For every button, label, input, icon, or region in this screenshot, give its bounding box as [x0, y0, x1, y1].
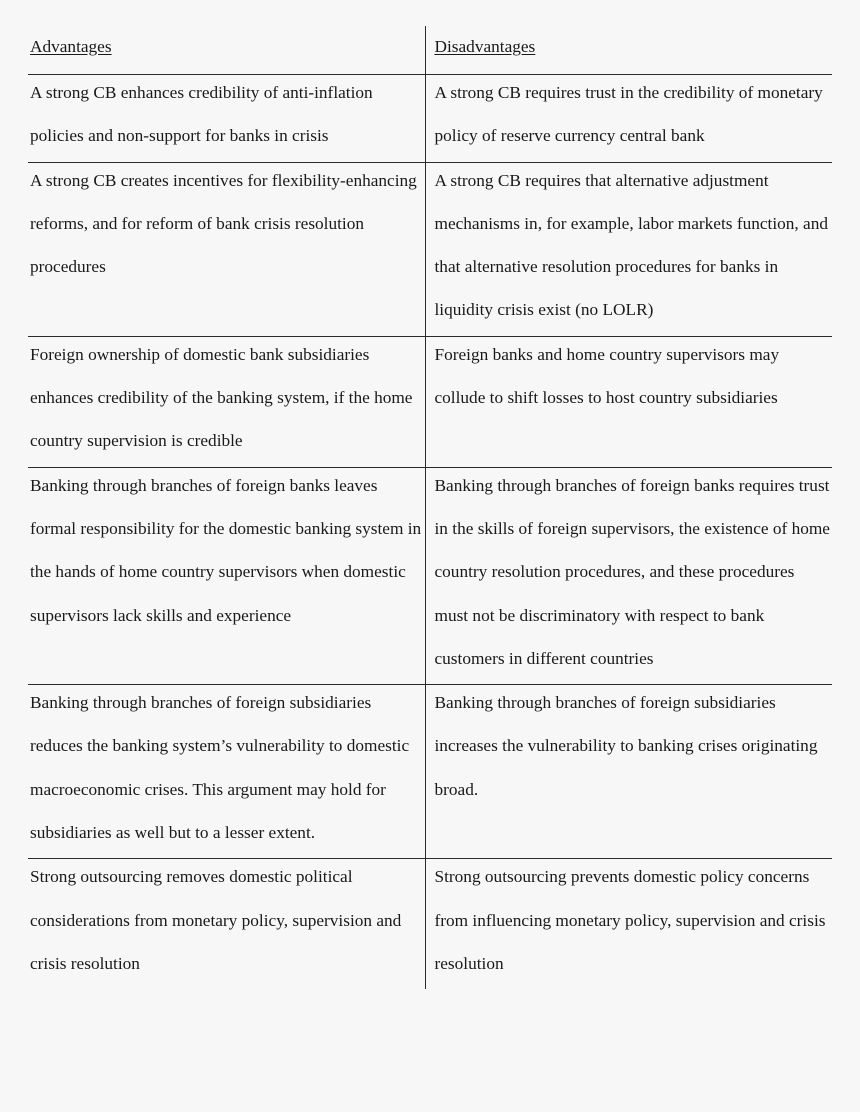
disadvantage-cell: Banking through branches of foreign subsidiaries increases the vulnerability to banking crises originating broad.	[425, 685, 832, 859]
table-row	[28, 162, 832, 336]
disadvantage-cell: Strong outsourcing prevents domestic policy concerns from influencing monetary policy, supervision and crisis resolution	[425, 859, 832, 989]
table-row	[28, 336, 832, 467]
header-disadvantages: Disadvantages	[425, 26, 832, 75]
advantage-cell: Foreign ownership of domestic bank subsidiaries enhances credibility of the banking system, if the home country supervision is credible	[28, 336, 425, 467]
disadvantage-cell: A strong CB requires that alternative adjustment mechanisms in, for example, labor markets function, and that alternative resolution procedures for banks in liquidity crisis exist (no LOLR)	[425, 162, 832, 336]
advantage-cell: A strong CB enhances credibility of anti-inflation policies and non-support for banks in crisis	[28, 75, 425, 163]
disadvantage-cell: Foreign banks and home country supervisors may collude to shift losses to host country subsidiaries	[425, 336, 832, 467]
table-row	[28, 859, 832, 989]
advantage-cell: A strong CB creates incentives for flexibility-enhancing reforms, and for reform of bank crisis resolution procedures	[28, 162, 425, 336]
advantage-cell: Strong outsourcing removes domestic political considerations from monetary policy, supervision and crisis resolution	[28, 859, 425, 989]
disadvantage-cell: Banking through branches of foreign banks requires trust in the skills of foreign supervisors, the existence of home country resolution procedures, and these procedures must not be discriminatory with respect to bank customers in different countries	[425, 467, 832, 684]
advantage-cell: Banking through branches of foreign subsidiaries reduces the banking system’s vulnerability to domestic macroeconomic crises. This argument may hold for subsidiaries as well but to a lesser extent.	[28, 685, 425, 859]
table-row	[28, 685, 832, 859]
document-page	[28, 26, 832, 989]
table-row	[28, 467, 832, 684]
header-advantages: Advantages	[30, 37, 112, 56]
table-row	[28, 75, 832, 163]
disadvantage-cell: A strong CB requires trust in the credibility of monetary policy of reserve currency central bank	[425, 75, 832, 163]
advantage-cell: Banking through branches of foreign banks leaves formal responsibility for the domestic banking system in the hands of home country supervisors when domestic supervisors lack skills and experience	[28, 467, 425, 684]
advantages-disadvantages-table	[28, 26, 832, 989]
table-header-row	[28, 26, 832, 75]
